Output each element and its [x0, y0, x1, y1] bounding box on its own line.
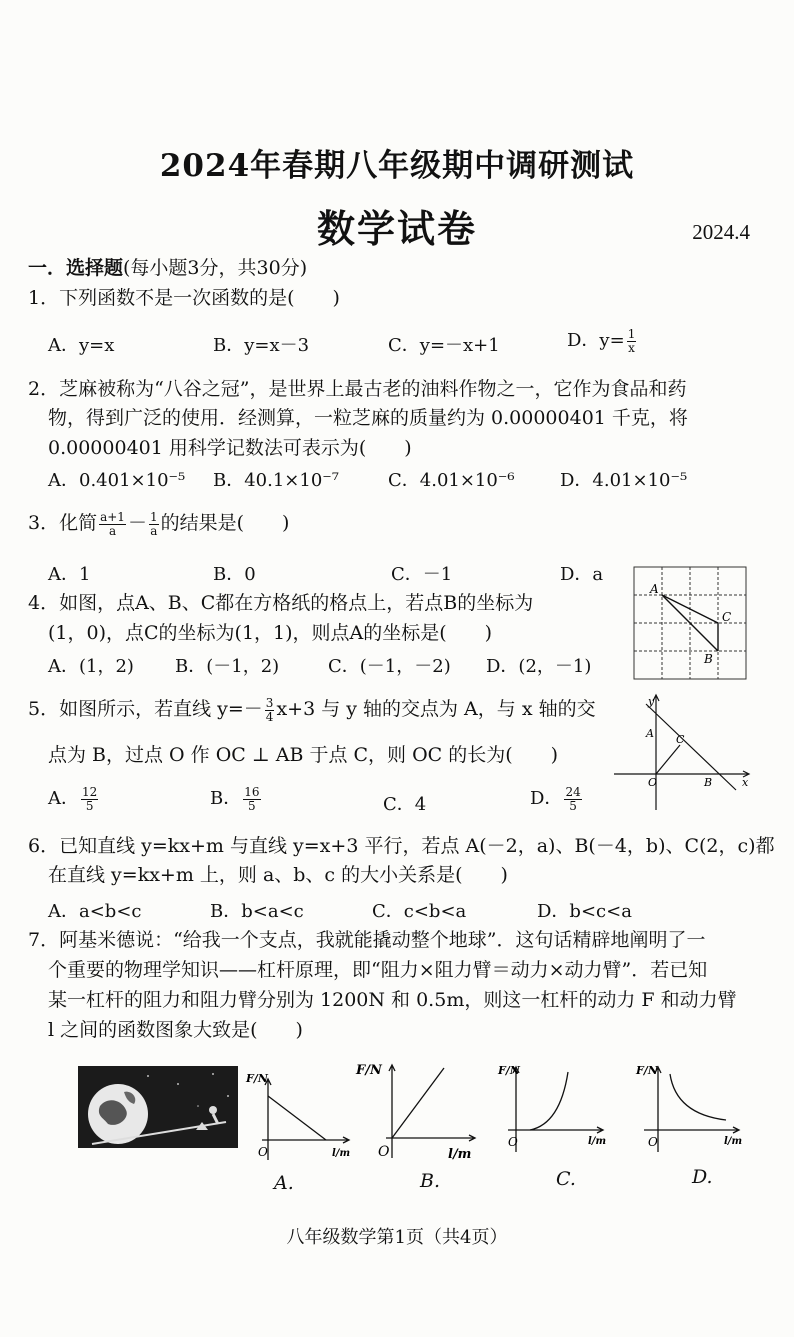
q2-option-a: A．0.401×10⁻⁵ — [48, 470, 186, 491]
q4-option-d: D．(2，－1) — [486, 656, 592, 677]
q1-d-num: 1 — [627, 326, 636, 341]
q1-d-fraction — [627, 328, 637, 355]
graph-a — [240, 1066, 358, 1166]
q3-f1-num: a+1 — [100, 509, 125, 524]
q4-option-b: B．(－1，2) — [175, 656, 280, 677]
exam-subtitle: 数学试卷 — [316, 206, 477, 251]
q5-axes — [614, 695, 749, 810]
q3-option-d: D．a — [560, 564, 604, 585]
q2-line2: 物，得到广泛的使用．经测算，一粒芝麻的质量约为 0.00000401 千克，将 — [48, 407, 688, 429]
graph-c — [494, 1060, 612, 1166]
graph-d-x-label: l/m — [724, 1136, 743, 1147]
q4-grid-figure — [630, 563, 748, 681]
q1-option-a: A．y=x — [48, 335, 115, 356]
graph-b-label: B. — [420, 1170, 441, 1192]
graph-a-label: A. — [274, 1172, 294, 1194]
graph-d-y-label: F/N — [636, 1064, 658, 1077]
graph-a-origin: O — [258, 1145, 268, 1159]
q5-d-fraction — [564, 786, 581, 813]
q1-stem: 1．下列函数不是一次函数的是( ) — [28, 287, 340, 309]
q7-line4: l 之间的函数图象大致是( ) — [48, 1019, 303, 1041]
q7-line3: 某一杠杆的阻力和阻力臂分别为 1200N 和 0.5m，则这一杠杆的动力 F 和动力臂 — [48, 989, 737, 1011]
person-head — [209, 1106, 217, 1114]
q5-b-prefix: B． — [210, 788, 242, 809]
graph-b — [356, 1058, 488, 1166]
q6-option-b: B．b<a<c — [210, 901, 304, 922]
q3-f1-den: a — [108, 523, 117, 538]
q3-stem — [28, 510, 289, 538]
q5-option-c: C．4 — [383, 794, 427, 815]
q5-f-den: 4 — [265, 709, 274, 724]
q5-label-x: x — [742, 776, 749, 789]
q5-label-c: C — [676, 733, 685, 746]
q5-a-num: 12 — [82, 784, 98, 799]
q5-a-prefix: A． — [48, 788, 79, 809]
q1-option-c: C．y=－x+1 — [388, 335, 500, 356]
q4-line1: 4．如图，点A、B、C都在方格纸的格点上，若点B的坐标为 — [28, 592, 534, 614]
exam-date: 2024.4 — [692, 220, 750, 244]
graph-d — [630, 1060, 748, 1166]
q5-d-prefix: D． — [530, 788, 563, 809]
graph-d-origin: O — [648, 1135, 658, 1149]
q2-option-c: C．4.01×10⁻⁶ — [388, 470, 515, 491]
graph-d-label: D. — [692, 1166, 713, 1188]
q5-a-fraction — [81, 786, 98, 813]
graph-a-y-label: F/N — [246, 1072, 268, 1085]
q1-d-den: x — [628, 340, 635, 355]
q3-option-a: A．1 — [48, 564, 91, 585]
q5-option-d — [530, 784, 584, 813]
section-note: (每小题3分，共30分) — [123, 257, 308, 279]
q3-option-c: C．－1 — [391, 564, 453, 585]
q7-line2: 个重要的物理学知识——杠杆原理，即“阻力×阻力臂＝动力×动力臂”．若已知 — [48, 959, 708, 981]
q5-suffix: x+3 与 y 轴的交点为 A，与 x 轴的交 — [276, 698, 596, 720]
graph-c-y-label: F/N — [498, 1064, 520, 1077]
q2-option-d: D．4.01×10⁻⁵ — [560, 470, 688, 491]
graph-b-y-label: F/N — [356, 1063, 382, 1078]
q5-label-a: A — [646, 727, 654, 740]
q5-prefix: 5．如图所示，若直线 y=－ — [28, 698, 263, 720]
q6-option-c: C．c<b<a — [372, 901, 467, 922]
graph-a-x-label: l/m — [332, 1148, 351, 1159]
graph-b-x-label: l/m — [448, 1147, 472, 1162]
q5-fraction — [265, 697, 275, 724]
graph-c-x-label: l/m — [588, 1136, 607, 1147]
q1-option-b: B．y=x－3 — [213, 335, 310, 356]
q5-b-num: 16 — [244, 784, 260, 799]
q1-d-prefix: D．y= — [567, 330, 625, 351]
q2-line3: 0.00000401 用科学记数法可表示为( ) — [48, 437, 412, 459]
exam-title: 2024年春期八年级期中调研测试 — [159, 148, 635, 184]
q7-line1: 7．阿基米德说：“给我一个支点，我就能撬动整个地球”．这句话精辟地阐明了一 — [28, 929, 706, 951]
archimedes-lever-photo — [78, 1066, 238, 1148]
q5-lines — [646, 704, 736, 790]
q3-option-b: B．0 — [213, 564, 256, 585]
q3-fraction-2 — [149, 511, 159, 538]
q5-line2: 点为 B，过点 O 作 OC ⊥ AB 于点 C，则 OC 的长为( ) — [48, 744, 559, 766]
q5-b-den: 5 — [248, 798, 256, 813]
page-footer: 八年级数学第1页（共4页） — [286, 1227, 508, 1248]
graph-c-label: C. — [556, 1168, 576, 1190]
q5-d-den: 5 — [569, 798, 577, 813]
q6-option-a: A．a<b<c — [48, 901, 142, 922]
q2-option-b: B．40.1×10⁻⁷ — [213, 470, 340, 491]
q4-label-a: A — [650, 582, 659, 596]
q3-minus: － — [127, 512, 147, 534]
q3-f2-num: 1 — [149, 509, 158, 524]
q6-line2: 在直线 y=kx+m 上，则 a、b、c 的大小关系是( ) — [48, 864, 508, 886]
graph-c-origin: O — [508, 1135, 518, 1149]
q1-option-d — [567, 326, 638, 355]
q3-fraction-1 — [99, 511, 126, 538]
graph-b-origin: O — [378, 1144, 390, 1160]
q5-d-num: 24 — [565, 784, 581, 799]
section-title: 一．选择题 — [28, 257, 124, 279]
q6-line1: 6．已知直线 y=kx+m 与直线 y=x+3 平行，若点 A(－2，a)、B(－4，b)、C(2，c)都 — [28, 835, 775, 857]
q5-option-a — [48, 784, 100, 813]
q4-label-c: C — [722, 610, 732, 624]
q5-f-num: 3 — [265, 695, 274, 710]
q4-label-b: B — [704, 652, 713, 666]
q3-prefix: 3．化简 — [28, 512, 98, 534]
q5-option-b — [210, 784, 263, 813]
q5-line1 — [28, 696, 596, 724]
q5-a-den: 5 — [85, 798, 94, 813]
q5-label-y: y — [648, 695, 655, 708]
q4-option-c: C．(－1，－2) — [328, 656, 451, 677]
q5-coordinate-figure — [612, 690, 754, 814]
q5-label-o: O — [648, 776, 658, 789]
q2-line1: 2．芝麻被称为“八谷之冠”，是世界上最古老的油料作物之一，它作为食品和药 — [28, 378, 687, 400]
q4-line2: (1，0)，点C的坐标为(1，1)，则点A的坐标是( ) — [48, 622, 493, 644]
q5-b-fraction — [243, 786, 260, 813]
q6-option-d: D．b<c<a — [537, 901, 632, 922]
q4-option-a: A．(1，2) — [48, 656, 134, 677]
section-heading — [28, 255, 307, 281]
q3-suffix: 的结果是( ) — [160, 512, 290, 534]
q3-f2-den: a — [150, 523, 158, 538]
q5-label-b: B — [704, 776, 713, 789]
